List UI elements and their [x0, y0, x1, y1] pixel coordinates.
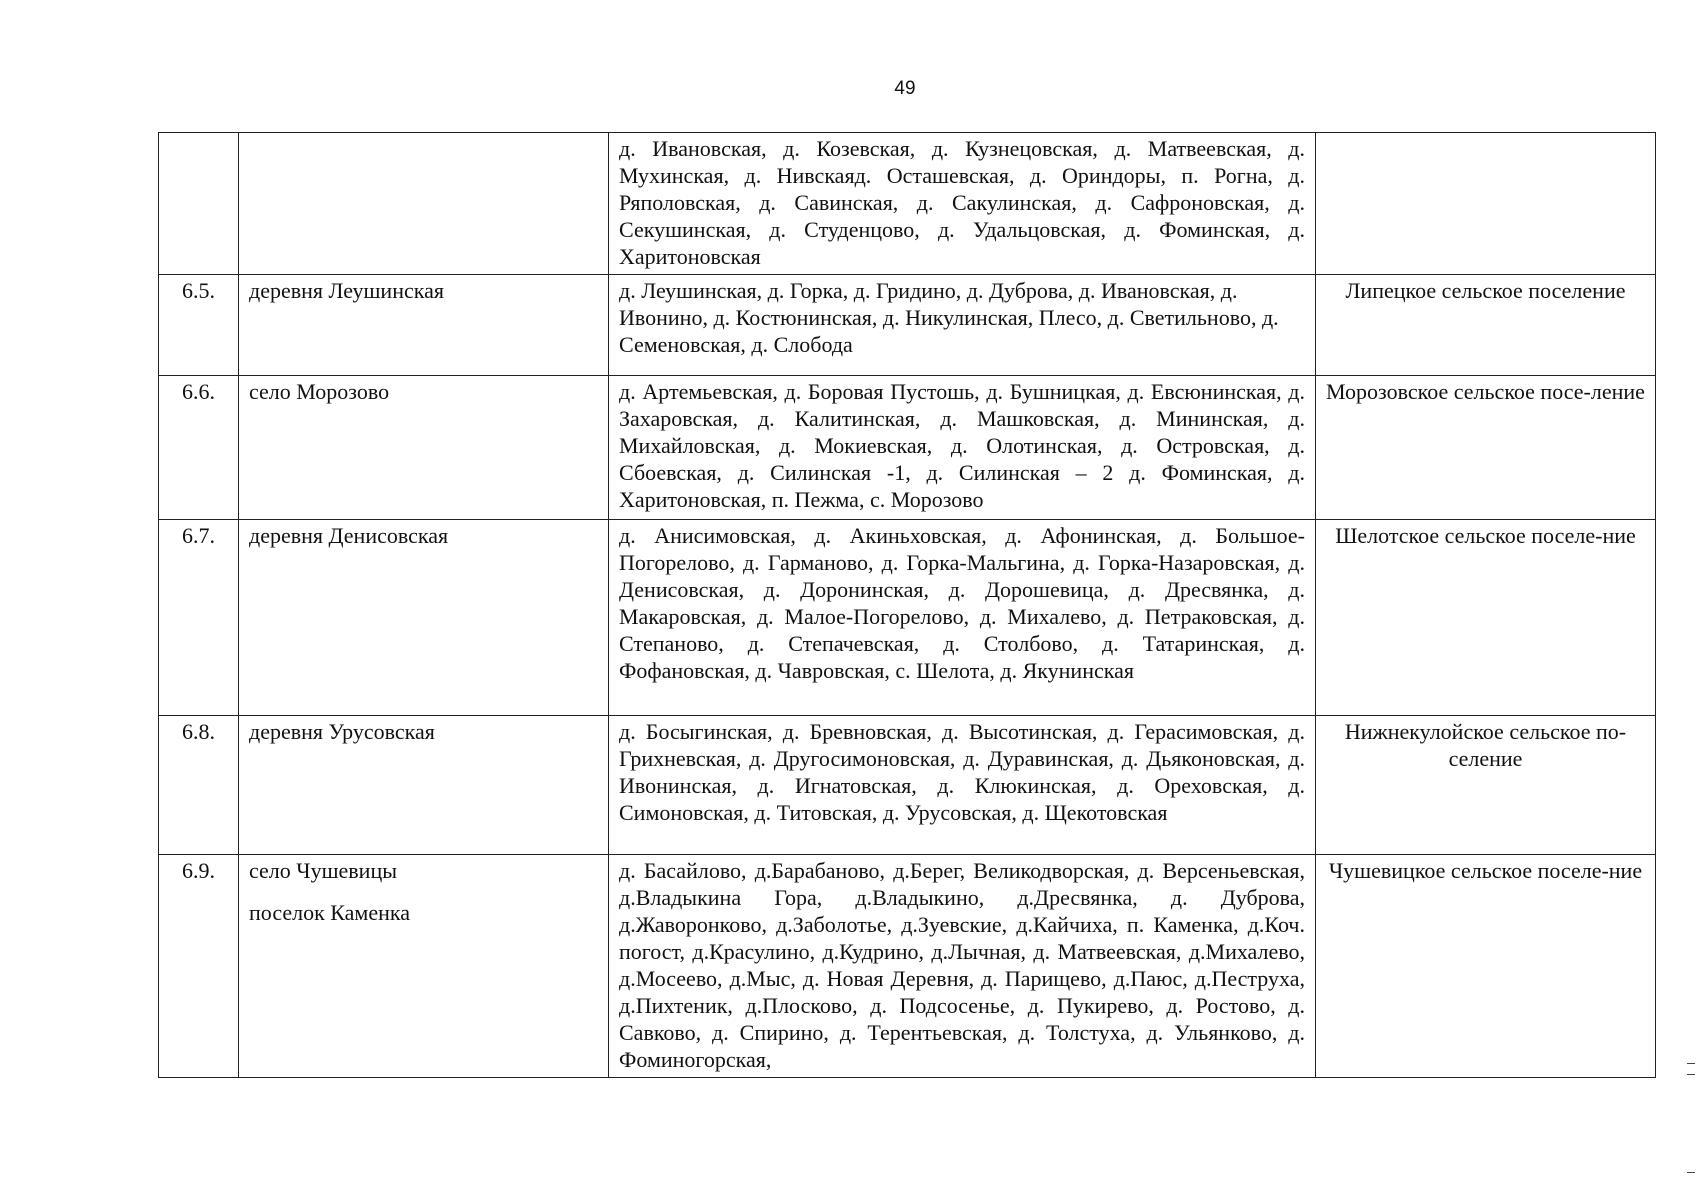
center-name-line: деревня Денисовская	[249, 523, 449, 548]
table-row	[159, 133, 1656, 275]
settlement-name: Липецкое сельское поселение	[1316, 275, 1656, 376]
table-row	[159, 376, 1656, 520]
places-list: д. Ивановская, д. Козевская, д. Кузнецовская, д. Матвеевская, д. Мухинская, д. Нивскаяд. Осташевская, д. Ориндоры, п. Рогна, д. Ряполовская, д. Савинская, д. Сакулинская, д. Сафроновская, д. Секушинская, д. Студенцово, д. Удальцовская, д. Фоминская, д. Харитоновская	[609, 133, 1316, 275]
settlement-name: Чушевицкое сельское поселе-ние	[1316, 855, 1656, 1078]
center-name	[239, 376, 609, 520]
row-number: 6.5.	[159, 275, 239, 376]
center-name	[239, 855, 609, 1078]
settlements-table	[158, 132, 1656, 1078]
center-name-line: поселок Каменка	[249, 900, 411, 925]
center-name	[239, 520, 609, 716]
row-number	[159, 133, 239, 275]
scan-edge-mark	[1687, 1172, 1695, 1173]
center-name	[239, 275, 609, 376]
table-row	[159, 275, 1656, 376]
center-name-line: село Чушевицы	[249, 858, 397, 883]
row-number: 6.6.	[159, 376, 239, 520]
settlement-name	[1316, 133, 1656, 275]
row-number: 6.8.	[159, 716, 239, 855]
settlement-name: Морозовское сельское посе-ление	[1316, 376, 1656, 520]
places-list: д. Басайлово, д.Барабаново, д.Берег, Великодворская, д. Версеньевская, д.Владыкина Гора, д.Владыкино, д.Дресвянка, д. Дуброва, д.Жаворонково, д.Заболотье, д.Зуевские, д.Кайчиха, п. Каменка, д.Коч. погост, д.Красулино, д.Кудрино, д.Лычная, д. Матвеевская, д.Михалево, д.Мосеево, д.Мыс, д. Новая Деревня, д. Парищево, д.Паюс, д.Пеструха, д.Пихтеник, д.Плосково, д. Подсосенье, д. Пукирево, д. Ростово, д. Савково, д. Спирино, д. Терентьевская, д. Толстуха, д. Ульянково, д. Фоминогорская,	[609, 855, 1316, 1078]
row-number: 6.7.	[159, 520, 239, 716]
table-row	[159, 716, 1656, 855]
places-list: д. Леушинская, д. Горка, д. Гридино, д. Дуброва, д. Ивановская, д. Ивонино, д. Костюнинская, д. Никулинская, Плесо, д. Светильново, д. Семеновская, д. Слобода	[609, 275, 1316, 376]
settlement-name: Нижнекулойское сельское по-селение	[1316, 716, 1656, 855]
center-name	[239, 716, 609, 855]
settlement-name: Шелотское сельское поселе-ние	[1316, 520, 1656, 716]
center-name-line: деревня Урусовская	[249, 719, 435, 744]
scan-edge-mark	[1687, 1063, 1695, 1075]
row-number: 6.9.	[159, 855, 239, 1078]
center-name-line: деревня Леушинская	[249, 278, 444, 303]
table-row	[159, 855, 1656, 1078]
center-name-line: село Морозово	[249, 379, 390, 404]
places-list: д. Артемьевская, д. Боровая Пустошь, д. Бушницкая, д. Евсюнинская, д. Захаровская, д. Калитинская, д. Машковская, д. Мининская, д. Михайловская, д. Мокиевская, д. Олотинская, д. Островская, д. Сбоевская, д. Силинская -1, д. Силинская – 2 д. Фоминская, д. Харитоновская, п. Пежма, с. Морозово	[609, 376, 1316, 520]
table-row	[159, 520, 1656, 716]
places-list: д. Босыгинская, д. Бревновская, д. Высотинская, д. Герасимовская, д. Грихневская, д. Другосимоновская, д. Дуравинская, д. Дьяконовская, д. Ивонинская, д. Игнатовская, д. Клюкинская, д. Ореховская, д. Симоновская, д. Титовская, д. Урусовская, д. Щекотовская	[609, 716, 1316, 855]
places-list: д. Анисимовская, д. Акиньховская, д. Афонинская, д. Большое-Погорелово, д. Гарманово, д. Горка-Мальгина, д. Горка-Назаровская, д. Денисовская, д. Доронинская, д. Дорошевица, д. Дресвянка, д. Макаровская, д. Малое-Погорелово, д. Михалево, д. Петраковская, д. Степаново, д. Степачевская, д. Столбово, д. Татаринская, д. Фофановская, д. Чавровская, с. Шелота, д. Якунинская	[609, 520, 1316, 716]
center-name	[239, 133, 609, 275]
page-number: 49	[894, 78, 916, 99]
